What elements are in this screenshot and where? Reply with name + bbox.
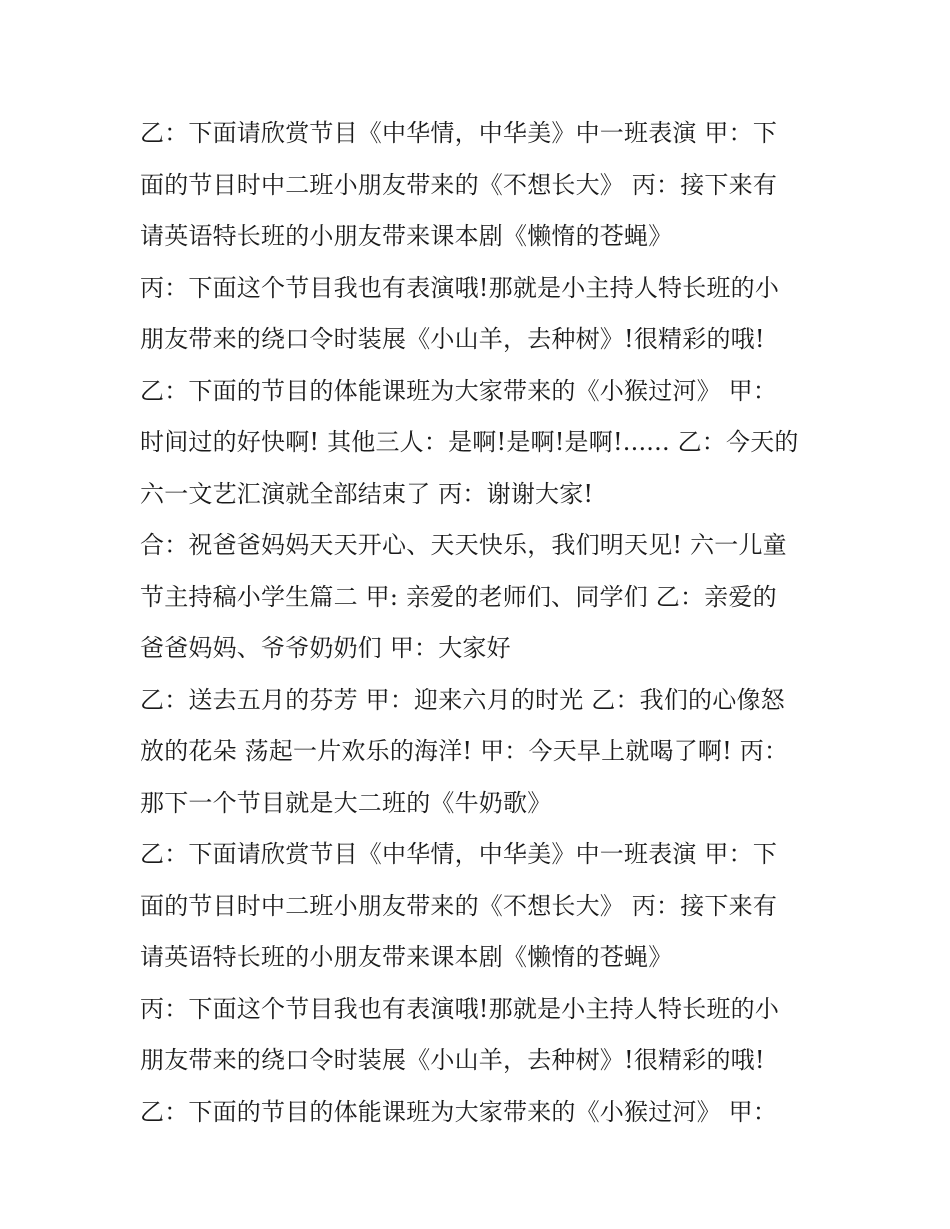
text-line: 乙：下面的节目的体能课班为大家带来的《小猴过河》 甲： [140, 376, 778, 405]
text-line: 面的节目时中二班小朋友带来的《不想长大》 丙：接下来有 [140, 891, 778, 920]
text-line: 乙：下面的节目的体能课班为大家带来的《小猴过河》 甲： [140, 1097, 778, 1126]
document-body [140, 108, 820, 1138]
text-line: 乙：送去五月的芬芳 甲：迎来六月的时光 乙：我们的心像怒 [140, 685, 785, 714]
text-line: 丙：下面这个节目我也有表演哦!那就是小主持人特长班的小 [140, 994, 780, 1023]
text-line: 合：祝爸爸妈妈天天开心、天天快乐，我们明天见! 六一儿童 [140, 531, 787, 559]
text-line: 爸爸妈妈、爷爷奶奶们 甲：大家好 [140, 634, 511, 662]
text-line: 请英语特长班的小朋友带来课本剧《懒惰的苍蝇》 [140, 222, 673, 250]
text-line: 朋友带来的绕口令时装展《小山羊，去种树》!很精彩的哦! [140, 1046, 765, 1074]
text-line: 放的花朵 荡起一片欢乐的海洋! 甲：今天早上就喝了啊! 丙： [140, 737, 789, 765]
text-line: 丙：下面这个节目我也有表演哦!那就是小主持人特长班的小 [140, 273, 780, 302]
text-line: 请英语特长班的小朋友带来课本剧《懒惰的苍蝇》 [140, 943, 673, 971]
text-line: 那下一个节目就是大二班的《牛奶歌》 [140, 788, 552, 817]
text-line: 六一文艺汇演就全部结束了 丙：谢谢大家! [140, 479, 594, 508]
text-line: 朋友带来的绕口令时装展《小山羊，去种树》!很精彩的哦! [140, 325, 765, 353]
text-line: 乙：下面请欣赏节目《中华情，中华美》中一班表演 甲：下 [140, 119, 778, 147]
text-line: 乙：下面请欣赏节目《中华情，中华美》中一班表演 甲：下 [140, 840, 778, 868]
text-line: 面的节目时中二班小朋友带来的《不想长大》 丙：接下来有 [140, 170, 778, 199]
text-line: 节主持稿小学生篇二 甲: 亲爱的老师们、同学们 乙：亲爱的 [140, 582, 777, 611]
text-line: 时间过的好快啊! 其他三人：是啊!是啊!是啊!...... 乙：今天的 [140, 428, 799, 456]
